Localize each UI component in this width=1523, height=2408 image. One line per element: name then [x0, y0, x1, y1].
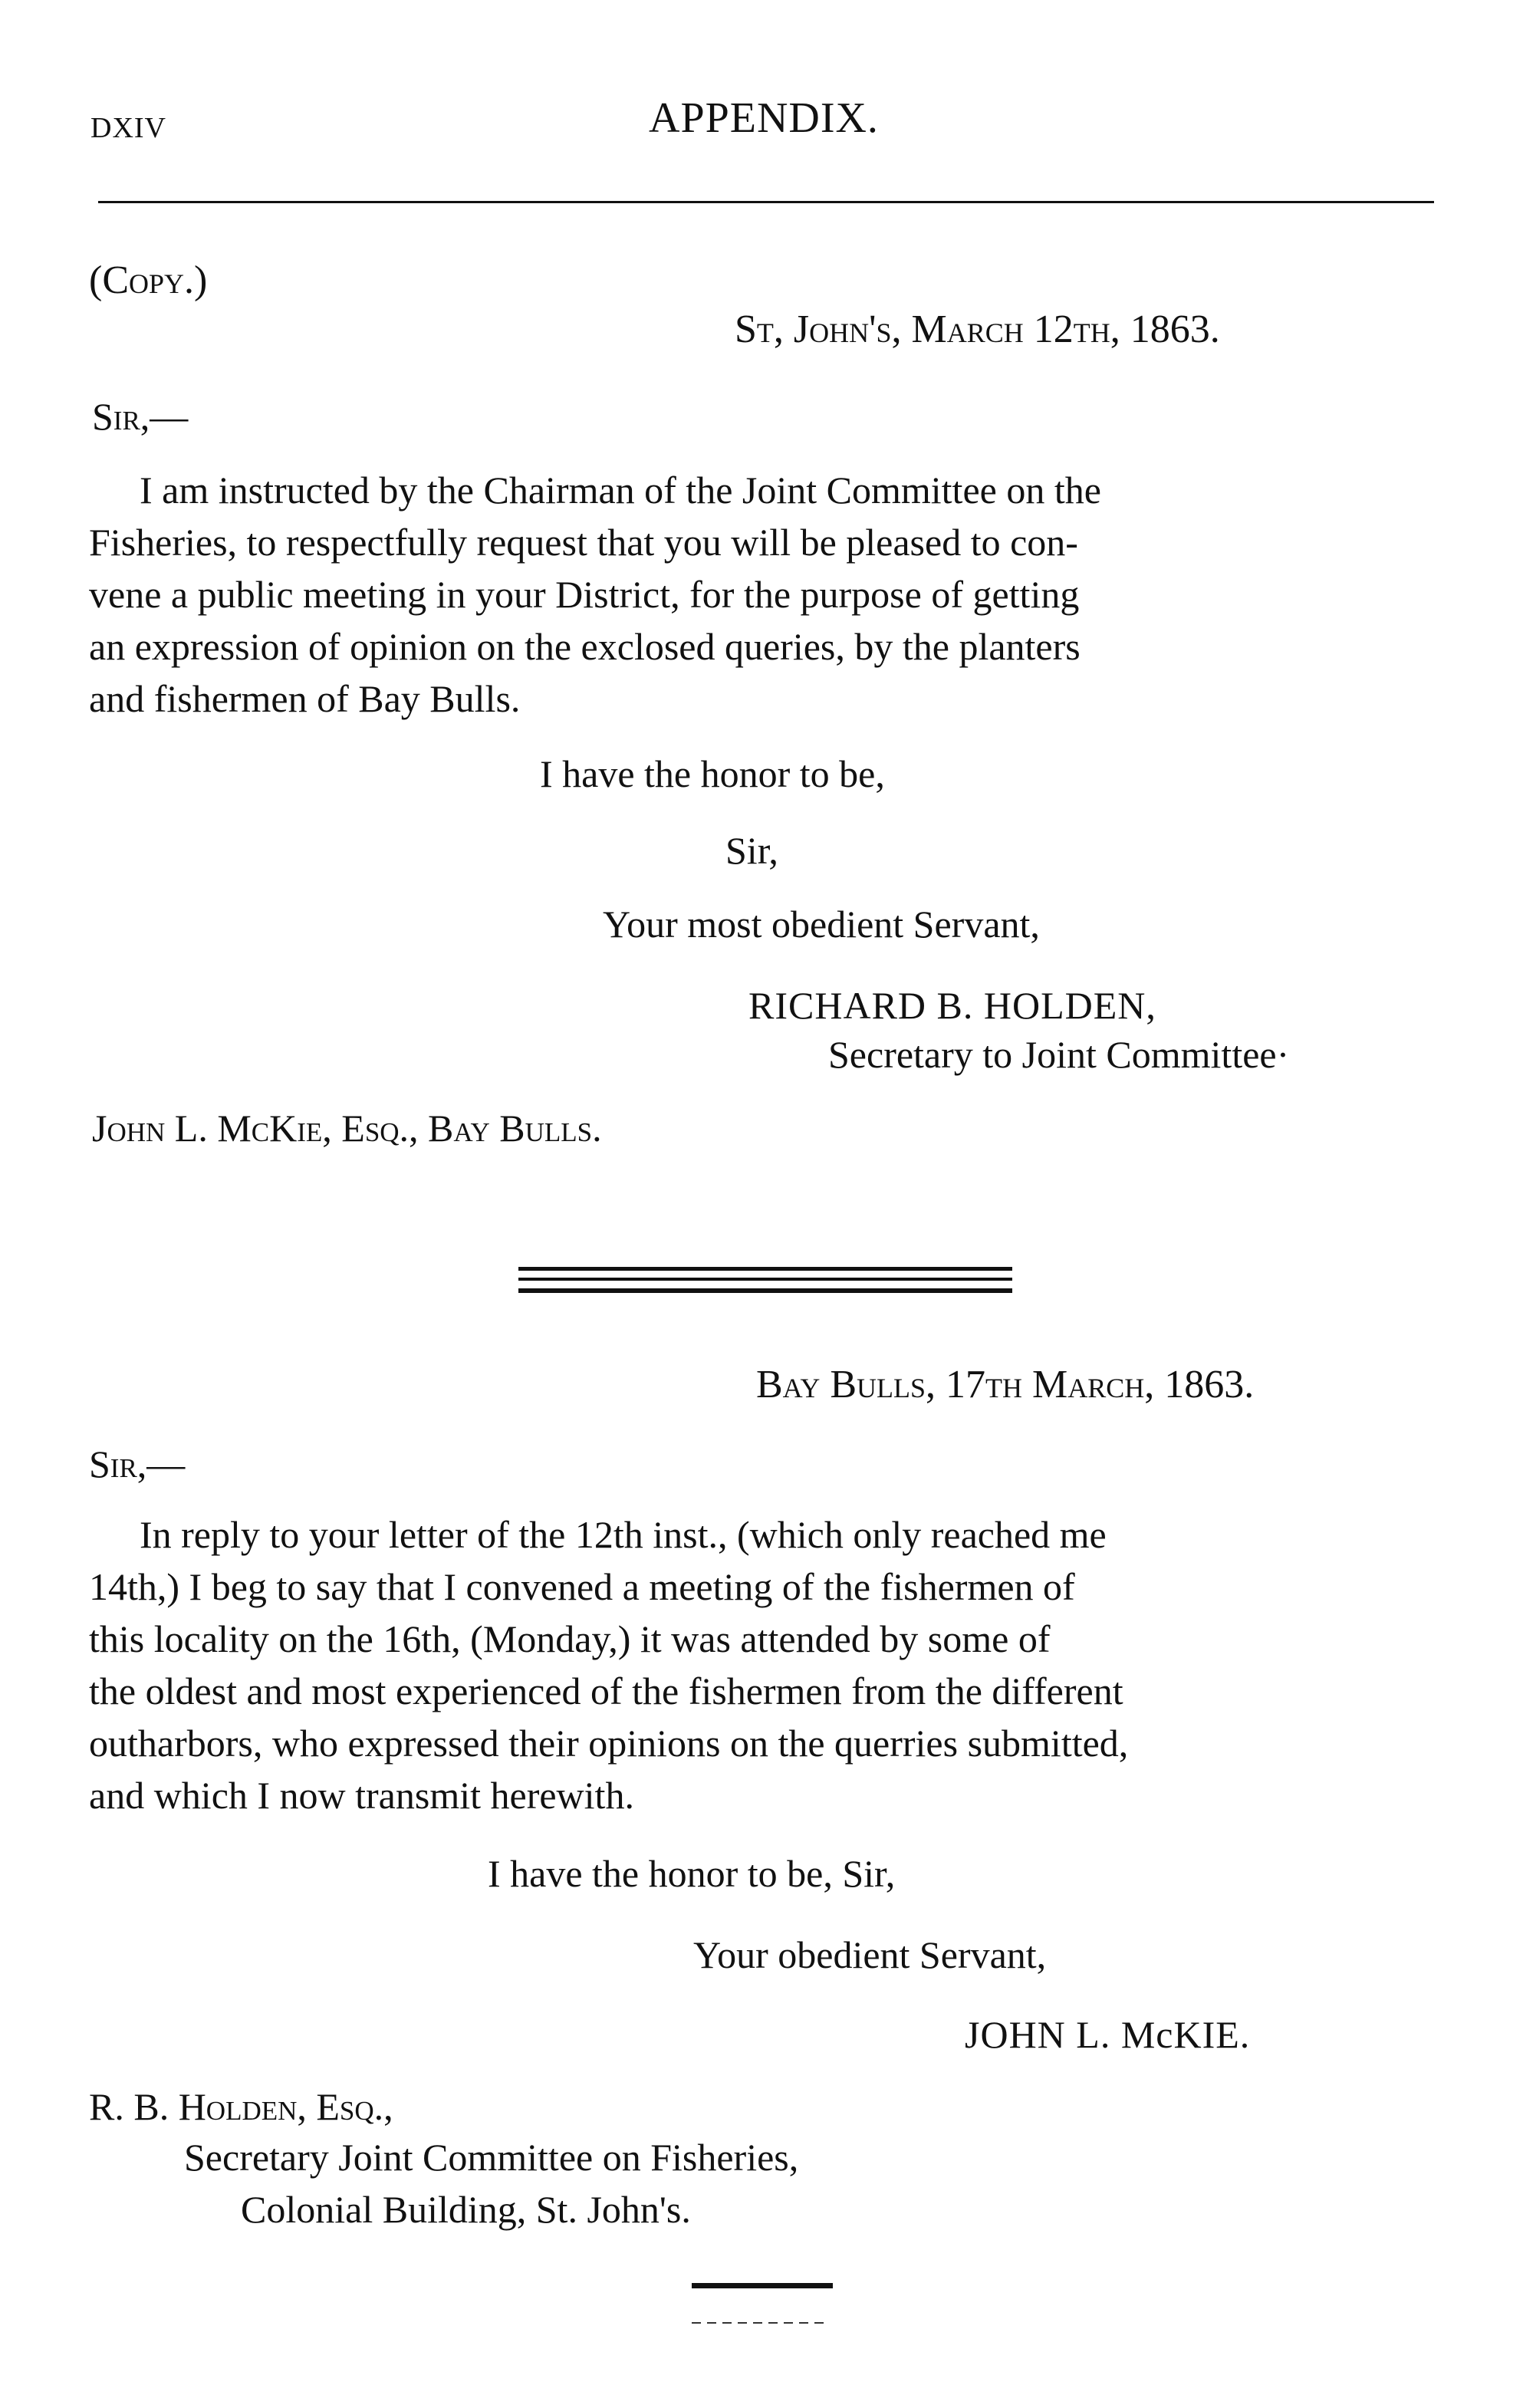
letter2-body-line: 14th,) I beg to say that I convened a meeting of the fishermen of: [89, 1565, 1075, 1608]
letter2-addressee-line: Secretary Joint Committee on Fisheries,: [184, 2136, 799, 2179]
end-dash: [692, 2322, 830, 2324]
letter1-closing-servant: Your most obedient Servant,: [603, 903, 1040, 946]
copy-label: (Copy.): [89, 258, 208, 302]
letter2-addressee-line: R. B. Holden, Esq.,: [89, 2085, 393, 2128]
letter1-closing-sir: Sir,: [725, 829, 778, 872]
letter2-body-line: this locality on the 16th, (Monday,) it was attended by some of: [89, 1617, 1051, 1660]
page-title: APPENDIX.: [649, 94, 879, 142]
letter2-dateline: Bay Bulls, 17th March, 1863.: [756, 1363, 1255, 1406]
letter1-body-line: vene a public meeting in your District, for the purpose of getting: [89, 573, 1080, 616]
section-divider: [518, 1267, 1012, 1271]
letter1-salutation: Sir,—: [92, 395, 189, 438]
letter2-signature: JOHN L. McKIE.: [965, 2013, 1251, 2056]
letter2-body-line: outharbors, who expressed their opinions on the querries submitted,: [89, 1722, 1129, 1765]
letter2-body-line: and which I now transmit herewith.: [89, 1774, 634, 1817]
letter1-body-line: and fishermen of Bay Bulls.: [89, 677, 521, 720]
end-rule: [692, 2283, 833, 2288]
letter1-body-line: Fisheries, to respectfully request that you will be pleased to con-: [89, 521, 1078, 564]
letter1-body-line: I am instructed by the Chairman of the Joint Committee on the: [140, 469, 1101, 512]
page-number: DXIV: [90, 112, 166, 144]
letter1-signature-title: Secretary to Joint Committee·: [828, 1033, 1290, 1076]
letter2-body-line: the oldest and most experienced of the fishermen from the different: [89, 1669, 1123, 1712]
section-divider: [518, 1278, 1012, 1281]
header-rule: [98, 201, 1434, 203]
letter2-closing-servant: Your obedient Servant,: [693, 1933, 1047, 1976]
letter1-addressee: John L. McKie, Esq., Bay Bulls.: [92, 1107, 602, 1150]
letter1-dateline: St, John's, March 12th, 1863.: [735, 308, 1220, 351]
letter2-body-line: In reply to your letter of the 12th inst., (which only reached me: [140, 1513, 1107, 1556]
letter1-closing: I have the honor to be,: [540, 752, 885, 795]
section-divider: [518, 1288, 1012, 1293]
letter2-closing: I have the honor to be, Sir,: [488, 1852, 896, 1895]
letter2-addressee-line: Colonial Building, St. John's.: [241, 2188, 691, 2231]
letter1-body-line: an expression of opinion on the exclosed queries, by the planters: [89, 625, 1081, 668]
letter1-signature: RICHARD B. HOLDEN,: [748, 984, 1156, 1027]
letter2-salutation: Sir,—: [89, 1442, 186, 1485]
